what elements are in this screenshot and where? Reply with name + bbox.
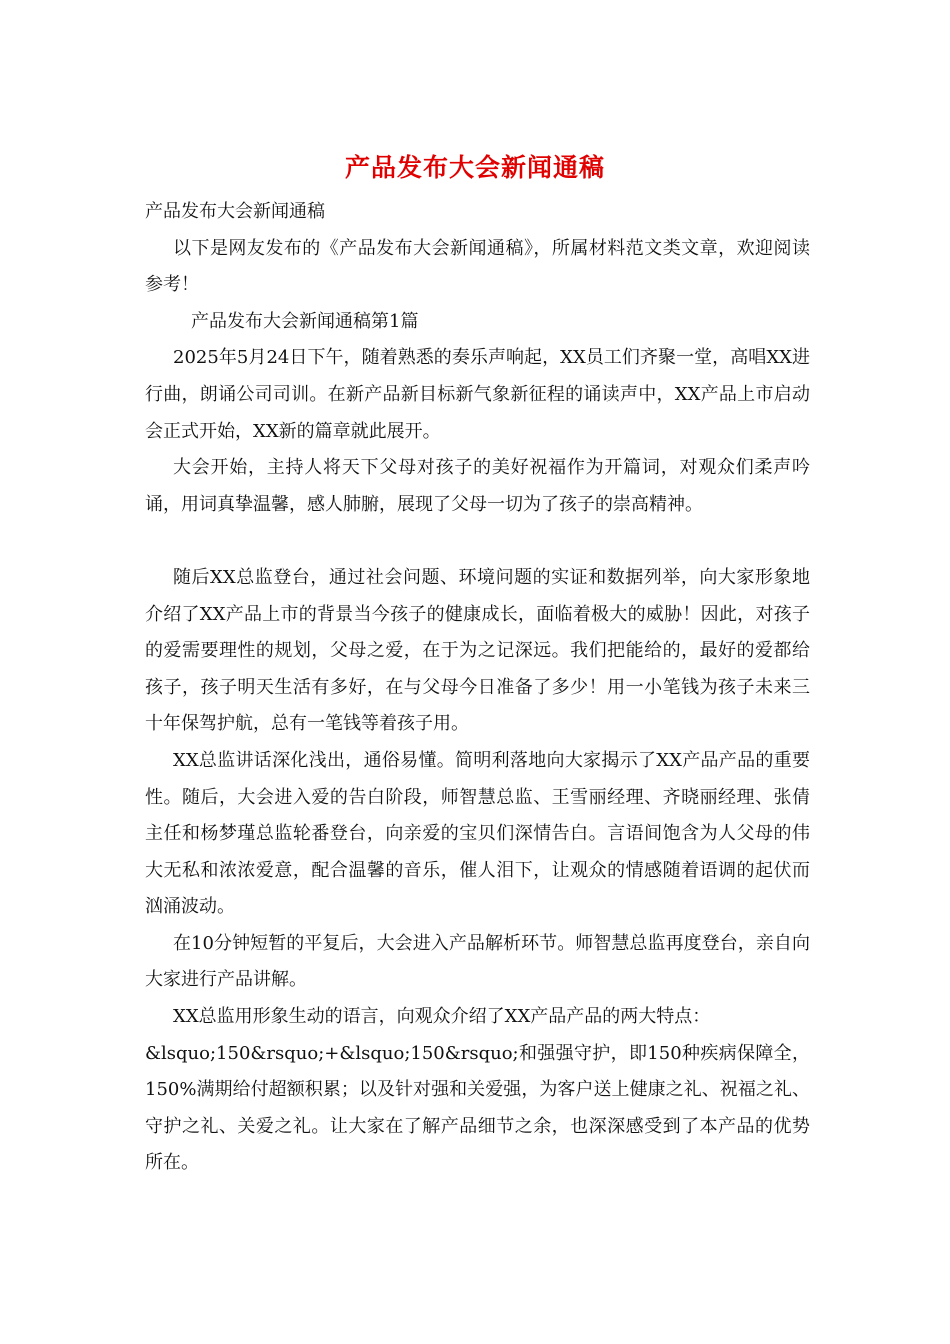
paragraph-spacer <box>145 523 810 560</box>
paragraph: XX总监用形象生动的语言，向观众介绍了XX产品产品的两大特点： <box>173 1006 711 1028</box>
document-title: 产品发布大会新闻通稿 <box>344 153 605 182</box>
paragraph: 2025年5月24日下午，随着熟悉的奏乐声响起，XX员工们齐聚一堂，高唱XX进行曲，朗诵公司司训。在新产品新目标新气象新征程的诵读声中，XX产品上市启动会正式开始，XX新的篇章就此展开。 <box>145 347 810 442</box>
document-subtitle: 产品发布大会新闻通稿 <box>145 201 325 222</box>
document-body <box>145 194 810 1182</box>
paragraph: 随后XX总监登台，通过社会问题、环境问题的实证和数据列举，向大家形象地介绍了XX产品上市的背景当今孩子的健康成长，面临着极大的威胁！因此，对孩子的爱需要理性的规划，父母之爱，在于为之记深远。我们把能给的，最好的爱都给孩子，孩子明天生活有多好，在与父母今日准备了多少！用一小笔钱为孩子未来三十年保驾护航，总有一笔钱等着孩子用。 <box>145 566 810 735</box>
section-heading: 产品发布大会新闻通稿第1篇 <box>191 310 419 332</box>
intro-paragraph: 以下是网友发布的《产品发布大会新闻通稿》，所属材料范文类文章，欢迎阅读参考！ <box>145 237 810 296</box>
paragraph: 大会开始，主持人将天下父母对孩子的美好祝福作为开篇词，对观众们柔声吟诵，用词真挚温馨，感人肺腑，展现了父母一切为了孩子的崇高精神。 <box>145 457 810 515</box>
paragraph: XX总监讲话深化浅出，通俗易懂。简明利落地向大家揭示了XX产品产品的重要性。随后，大会进入爱的告白阶段，师智慧总监、王雪丽经理、齐晓丽经理、张倩主任和杨梦瑾总监轮番登台，向亲爱的宝贝们深情告白。言语间饱含为人父母的伟大无私和浓浓爱意，配合温馨的音乐，催人泪下，让观众的情感随着语调的起伏而汹涌波动。 <box>145 749 810 918</box>
paragraph: 在10分钟短暂的平复后，大会进入产品解析环节。师智慧总监再度登台，亲自向大家进行产品讲解。 <box>145 932 810 991</box>
paragraph: &lsquo;150&rsquo;+&lsquo;150&rsquo;和强强守护，即150种疾病保障全，150%满期给付超额积累；以及针对强和关爱强，为客户送上健康之礼、祝福之礼、守护之礼、关爱之礼。让大家在了解产品细节之余，也深深感受到了本产品的优势所在。 <box>145 1042 810 1174</box>
